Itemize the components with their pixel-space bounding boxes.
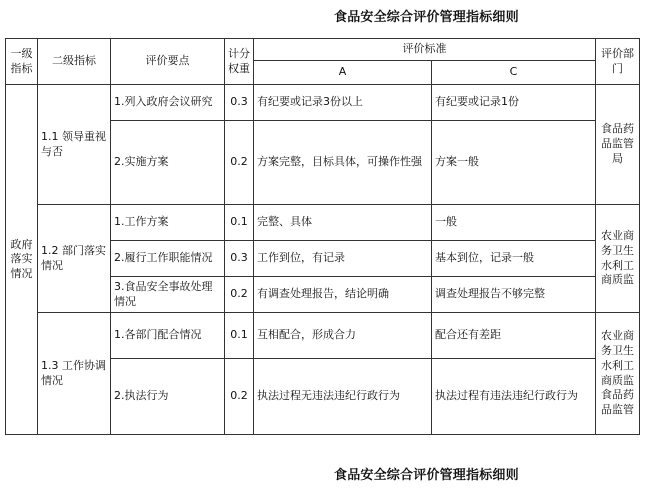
grade-a-cell: 有纪要或记录3份以上 — [254, 85, 432, 121]
level2-cell: 1.3 工作协调情况 — [38, 313, 111, 435]
document-title-footer: 食品安全综合评价管理指标细则 — [334, 468, 519, 483]
weight-cell: 0.2 — [225, 121, 254, 205]
grade-a-cell: 方案完整，目标具体，可操作性强 — [254, 121, 432, 205]
point-cell: 1.工作方案 — [111, 205, 225, 241]
grade-a-cell: 执法过程无违法违纪行政行为 — [254, 359, 432, 435]
point-cell: 2.履行工作职能情况 — [111, 241, 225, 277]
header-row — [6, 39, 640, 61]
level1-cell: 政府落实情况 — [6, 85, 38, 435]
table-row — [6, 205, 640, 241]
table-row — [6, 313, 640, 359]
grade-c-cell: 调查处理报告不够完整 — [432, 277, 596, 313]
weight-cell: 0.3 — [225, 85, 254, 121]
dept-cell: 农业商务卫生 水利工商质监 — [596, 205, 640, 313]
dept-cell: 农业商务卫生 水利工商质监食品药品监管 — [596, 313, 640, 435]
grade-c-cell: 有纪要或记录1份 — [432, 85, 596, 121]
point-cell: 2.实施方案 — [111, 121, 225, 205]
level2-cell: 1.2 部门落实情况 — [38, 205, 111, 313]
point-cell: 2.执法行为 — [111, 359, 225, 435]
header-points: 评价要点 — [111, 39, 225, 85]
header-grade-c: C — [432, 61, 596, 85]
grade-c-cell: 方案一般 — [432, 121, 596, 205]
weight-cell: 0.2 — [225, 359, 254, 435]
header-level2: 二级指标 — [38, 39, 111, 85]
header-standard: 评价标准 — [254, 39, 596, 61]
header-level1: 一级指标 — [6, 39, 38, 85]
weight-cell: 0.1 — [225, 205, 254, 241]
grade-c-cell: 基本到位，记录一般 — [432, 241, 596, 277]
grade-c-cell: 执法过程有违法违纪行政行为 — [432, 359, 596, 435]
weight-cell: 0.2 — [225, 277, 254, 313]
dept-cell: 食品药品监管局 — [596, 85, 640, 205]
document-title: 食品安全综合评价管理指标细则 — [334, 10, 519, 25]
grade-c-cell: 配合还有差距 — [432, 313, 596, 359]
grade-a-cell: 有调查处理报告，结论明确 — [254, 277, 432, 313]
weight-cell: 0.3 — [225, 241, 254, 277]
level2-cell: 1.1 领导重视与否 — [38, 85, 111, 205]
weight-cell: 0.1 — [225, 313, 254, 359]
point-cell: 1.列入政府会议研究 — [111, 85, 225, 121]
header-weight: 计分权重 — [225, 39, 254, 85]
point-cell: 3.食品安全事故处理情况 — [111, 277, 225, 313]
point-cell: 1.各部门配合情况 — [111, 313, 225, 359]
indicator-table — [5, 38, 640, 435]
header-dept: 评价部门 — [596, 39, 640, 85]
grade-a-cell: 互相配合，形成合力 — [254, 313, 432, 359]
grade-a-cell: 工作到位，有记录 — [254, 241, 432, 277]
grade-c-cell: 一般 — [432, 205, 596, 241]
table-row — [6, 85, 640, 121]
header-grade-a: A — [254, 61, 432, 85]
grade-a-cell: 完整、具体 — [254, 205, 432, 241]
